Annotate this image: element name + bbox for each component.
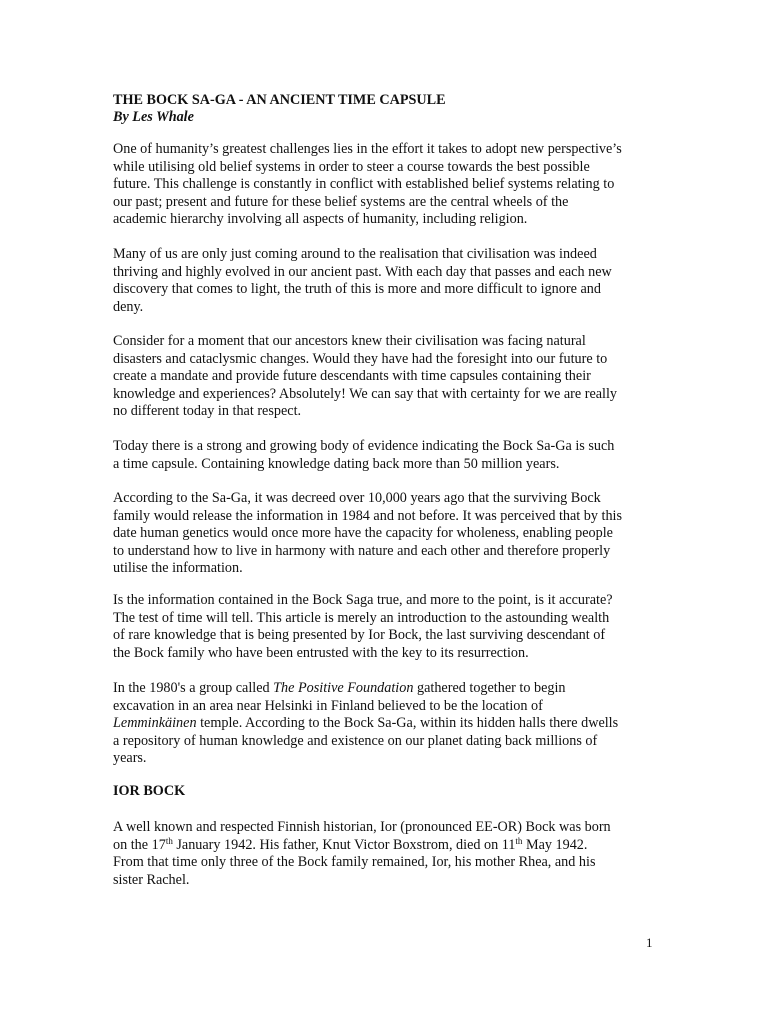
text-line: Consider for a moment that our ancestors knew their civilisation was facing natural: [113, 333, 586, 349]
text-line: Many of us are only just coming around to the realisation that civilisation was indeed: [113, 246, 597, 262]
temple-name: Lemminkäinen: [113, 715, 197, 731]
document-title: THE BOCK SA-GA - AN ANCIENT TIME CAPSULE: [113, 92, 446, 108]
text-line: of rare knowledge that is being presented by Ior Bock, the last surviving descendant of: [113, 627, 606, 643]
text-line: future. This challenge is constantly in conflict with established belief systems relating to: [113, 176, 615, 192]
text-line: A well known and respected Finnish historian, Ior (pronounced EE-OR) Bock was born: [113, 819, 611, 835]
paragraph-4: [113, 438, 658, 473]
text-line: excavation in an area near Helsinki in Finland believed to be the location of: [113, 697, 543, 714]
text-line: create a mandate and provide future descendants with time capsules containing their: [113, 368, 591, 384]
text-run: temple. According to the Bock Sa-Ga, within its hidden halls there dwells: [196, 715, 619, 731]
paragraph-6: [113, 592, 658, 662]
ordinal-suffix: th: [515, 835, 523, 846]
text-line: utilise the information.: [113, 560, 243, 576]
author-byline: By Les Whale: [113, 109, 194, 125]
paragraph-2: [113, 246, 658, 316]
paragraph-5: [113, 490, 658, 578]
text-line: The test of time will tell. This article is merely an introduction to the astounding wealth: [113, 609, 610, 626]
paragraph-8: [113, 819, 658, 889]
text-run: January 1942. His father, Knut Victor Boxstrom, died on 11: [172, 836, 516, 853]
text-line: knowledge and experiences? Absolutely! We can say that with certainty for we are really: [113, 385, 618, 402]
text-run: on the 17: [113, 836, 166, 853]
text-line: sister Rachel.: [113, 871, 190, 888]
text-line: our past; present and future for these belief systems are the central wheels of the: [113, 193, 569, 210]
text-line: to understand how to live in harmony with nature and each other and therefore properly: [113, 542, 611, 559]
page-number: 1: [646, 935, 653, 950]
text-line: deny.: [113, 298, 144, 315]
text-line: while utilising old belief systems in order to steer a course towards the best possible: [113, 158, 590, 175]
text-line: From that time only three of the Bock family remained, Ior, his mother Rhea, and his: [113, 854, 596, 870]
text-line: years.: [113, 750, 147, 766]
paragraph-1: [113, 141, 658, 229]
section-heading: IOR BOCK: [113, 783, 186, 799]
text-line: One of humanity’s greatest challenges lies in the effort it takes to adopt new perspective’s: [113, 141, 622, 157]
text-line: a time capsule. Containing knowledge dating back more than 50 million years.: [113, 455, 560, 472]
text-run: In the 1980's a group called: [113, 680, 274, 696]
text-line: family would release the information in 1984 and not before. It was perceived that by this: [113, 507, 623, 524]
paragraph-3: [113, 333, 658, 421]
paragraph-7: [113, 680, 658, 768]
text-run: May 1942.: [522, 836, 588, 853]
text-line: discovery that comes to light, the truth of this is more and more difficult to ignore and: [113, 281, 601, 297]
organization-name: The Positive Foundation: [273, 680, 414, 696]
text-line: thriving and highly evolved in our ancient past. With each day that passes and each new: [113, 263, 612, 280]
text-line: the Bock family who have been entrusted with the key to its resurrection.: [113, 644, 529, 661]
text-line: Today there is a strong and growing body of evidence indicating the Bock Sa-Ga is such: [113, 438, 615, 454]
text-line: Is the information contained in the Bock Saga true, and more to the point, is it accurate?: [113, 592, 613, 608]
text-run: gathered together to begin: [413, 680, 566, 696]
text-line: academic hierarchy involving all aspects of humanity, including religion.: [113, 211, 528, 227]
text-line: [113, 680, 658, 698]
text-line: [113, 715, 658, 733]
text-line: According to the Sa-Ga, it was decreed over 10,000 years ago that the surviving Bock: [113, 490, 601, 506]
text-line: [113, 837, 658, 855]
text-line: a repository of human knowledge and existence on our planet dating back millions of: [113, 732, 598, 749]
text-line: disasters and cataclysmic changes. Would they have had the foresight into our future to: [113, 350, 608, 367]
text-line: no different today in that respect.: [113, 403, 302, 419]
text-line: date human genetics would once more have the capacity for wholeness, enabling people: [113, 525, 613, 541]
ordinal-suffix: th: [165, 835, 173, 846]
